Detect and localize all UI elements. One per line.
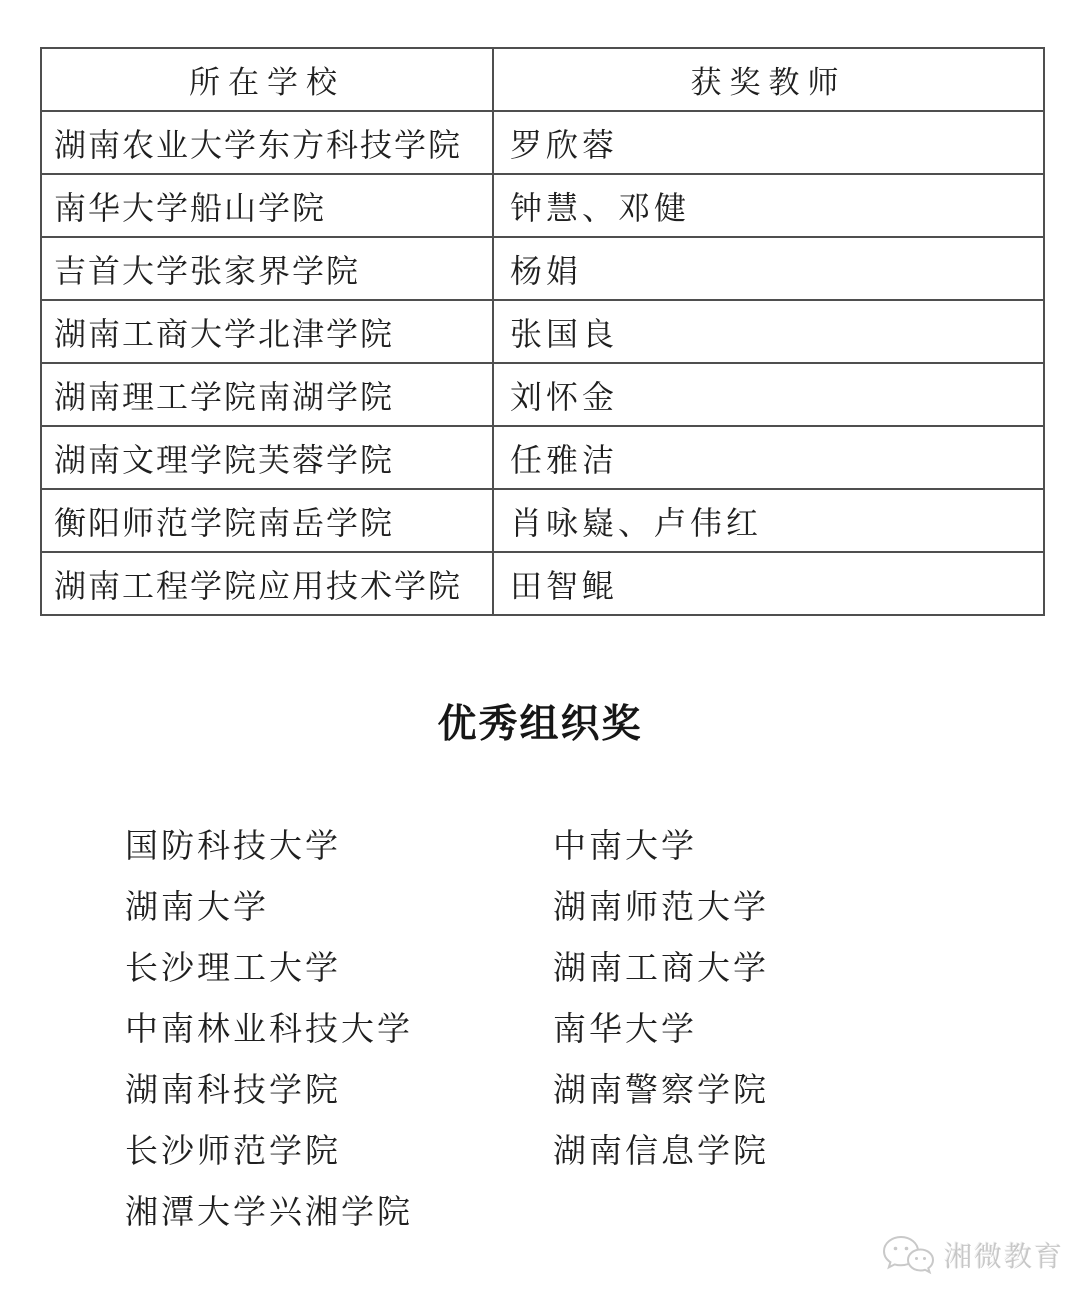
list-item: 湖南大学	[125, 890, 269, 926]
table-row	[41, 426, 1044, 489]
list-item: 湖南警察学院	[553, 1073, 769, 1109]
column-header-school: 所在学校	[41, 48, 493, 111]
organization-award-left-column	[125, 813, 553, 1240]
organization-award-right-column	[553, 813, 1005, 1240]
list-item: 湖南信息学院	[553, 1134, 769, 1170]
school-cell: 吉首大学张家界学院	[41, 237, 493, 300]
table-row	[41, 489, 1044, 552]
school-cell: 湖南理工学院南湖学院	[41, 363, 493, 426]
watermark	[880, 1231, 1064, 1279]
school-cell: 湖南农业大学东方科技学院	[41, 111, 493, 174]
table-row	[41, 111, 1044, 174]
table-header-row	[41, 48, 1044, 111]
column-header-teacher: 获奖教师	[493, 48, 1044, 111]
list-item: 中南林业科技大学	[125, 1012, 413, 1048]
list-item: 中南大学	[553, 829, 697, 865]
teacher-cell: 田智鲲	[493, 552, 1044, 615]
list-item: 南华大学	[553, 1012, 697, 1048]
list-item: 长沙师范学院	[125, 1134, 341, 1170]
table-row	[41, 363, 1044, 426]
school-cell: 南华大学船山学院	[41, 174, 493, 237]
list-item: 国防科技大学	[125, 829, 341, 865]
table-row	[41, 237, 1044, 300]
list-item: 长沙理工大学	[125, 951, 341, 987]
school-cell: 湖南工程学院应用技术学院	[41, 552, 493, 615]
teacher-cell: 杨娟	[493, 237, 1044, 300]
teacher-cell: 钟慧、邓健	[493, 174, 1044, 237]
teacher-cell: 罗欣蓉	[493, 111, 1044, 174]
award-table	[40, 47, 1045, 616]
organization-award-list	[125, 813, 1005, 1240]
section-title-excellent-organization-award: 优秀组织奖	[437, 702, 643, 747]
teacher-cell: 肖咏嶷、卢伟红	[493, 489, 1044, 552]
list-item: 湖南工商大学	[553, 951, 769, 987]
table-row	[41, 174, 1044, 237]
watermark-label: 湘微教育	[944, 1240, 1065, 1273]
list-item: 湘潭大学兴湘学院	[125, 1195, 413, 1231]
list-item: 湖南科技学院	[125, 1073, 341, 1109]
school-cell: 湖南文理学院芙蓉学院	[41, 426, 493, 489]
table-row	[41, 552, 1044, 615]
school-cell: 湖南工商大学北津学院	[41, 300, 493, 363]
teacher-cell: 张国良	[493, 300, 1044, 363]
list-item: 湖南师范大学	[553, 890, 769, 926]
table-row	[41, 300, 1044, 363]
school-cell: 衡阳师范学院南岳学院	[41, 489, 493, 552]
teacher-cell: 任雅洁	[493, 426, 1044, 489]
wechat-icon	[880, 1231, 936, 1279]
teacher-cell: 刘怀金	[493, 363, 1044, 426]
